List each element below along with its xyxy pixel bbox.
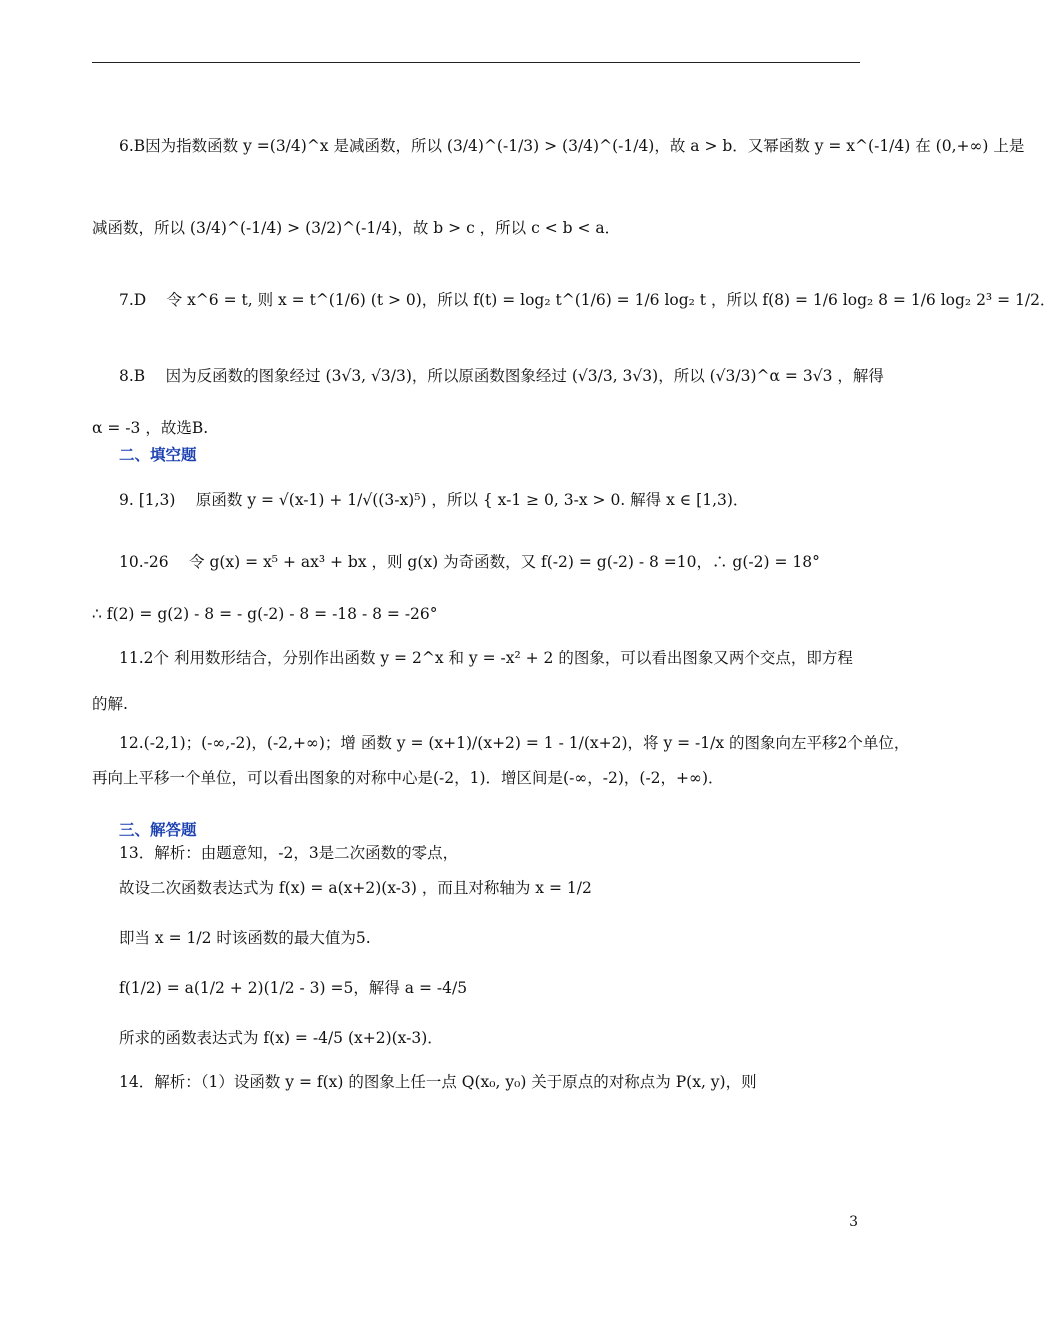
answer-8-line-1: 8.B 因为反函数的图象经过 (3√3, √3/3)，所以原函数图象经过 (√3/3, 3√3)，所以 (√3/3)^α = 3√3 ，解得 [119,367,884,385]
answer-14: 14．解析：（1）设函数 y = f(x) 的图象上任一点 Q(x₀, y₀) 关于原点的对称点为 P(x, y)，则 [119,1073,757,1091]
answer-6-line-1: 6.B因为指数函数 y =(3/4)^x 是减函数，所以 (3/4)^(-1/3) > (3/4)^(-1/4)，故 a > b．又幂函数 y = x^(-1/4) 在 (0,+∞) 上是 [119,137,1025,155]
answer-11-line-2: 的解. [92,695,128,713]
answer-12-line-1: 12.(-2,1)；(-∞,-2)，(-2,+∞)；增 函数 y = (x+1)/(x+2) = 1 - 1/(x+2)，将 y = -1/x 的图象向左平移2个单位， [119,734,910,752]
answer-10-line-2: ∴ f(2) = g(2) - 8 = - g(-2) - 8 = -18 - 8 = -26° [92,605,438,623]
answer-7: 7.D 令 x^6 = t, 则 x = t^(1/6) (t > 0)，所以 f(t) = log₂ t^(1/6) = 1/6 log₂ t ，所以 f(8) = 1/6 log₂ 8 = 1/6 log₂ 2³ = 1/2． [119,291,1055,309]
section-heading-fill-in: 二、填空题 [119,446,197,464]
answer-13-line-5: 所求的函数表达式为 f(x) = -4/5 (x+2)(x-3)． [119,1029,443,1047]
header-rule [92,62,860,63]
answer-13-line-2: 故设二次函数表达式为 f(x) = a(x+2)(x-3) ，而且对称轴为 x = 1/2 [119,879,592,897]
answer-9: 9. [1,3) 原函数 y = √(x-1) + 1/√((3-x)⁵) ，所以 { x-1 ≥ 0, 3-x > 0. 解得 x ∈ [1,3)． [119,491,749,509]
answer-13-line-4: f(1/2) = a(1/2 + 2)(1/2 - 3) =5，解得 a = -4/5 [119,979,468,997]
answer-6-line-2: 减函数，所以 (3/4)^(-1/4) > (3/2)^(-1/4)，故 b > c ，所以 c < b < a． [92,219,621,237]
answer-11-line-1: 11.2个 利用数形结合，分别作出函数 y = 2^x 和 y = -x² + 2 的图象，可以看出图象又两个交点，即方程 [119,649,853,667]
answer-8-line-2: α = -3 ，故选B. [92,419,209,437]
answer-12-line-2: 再向上平移一个单位，可以看出图象的对称中心是(-2，1)．增区间是(-∞，-2)，(-2，+∞)． [92,769,724,787]
answer-10-line-1: 10.-26 令 g(x) = x⁵ + ax³ + bx ，则 g(x) 为奇函数，又 f(-2) = g(-2) - 8 =10，∴ g(-2) = 18° [119,553,820,571]
section-heading-solutions: 三、解答题 [119,821,197,839]
answer-13-line-1: 13．解析：由题意知，-2，3是二次函数的零点， [119,844,459,862]
answer-13-line-3: 即当 x = 1/2 时该函数的最大值为5. [119,929,371,947]
page-number: 3 [849,1214,858,1230]
